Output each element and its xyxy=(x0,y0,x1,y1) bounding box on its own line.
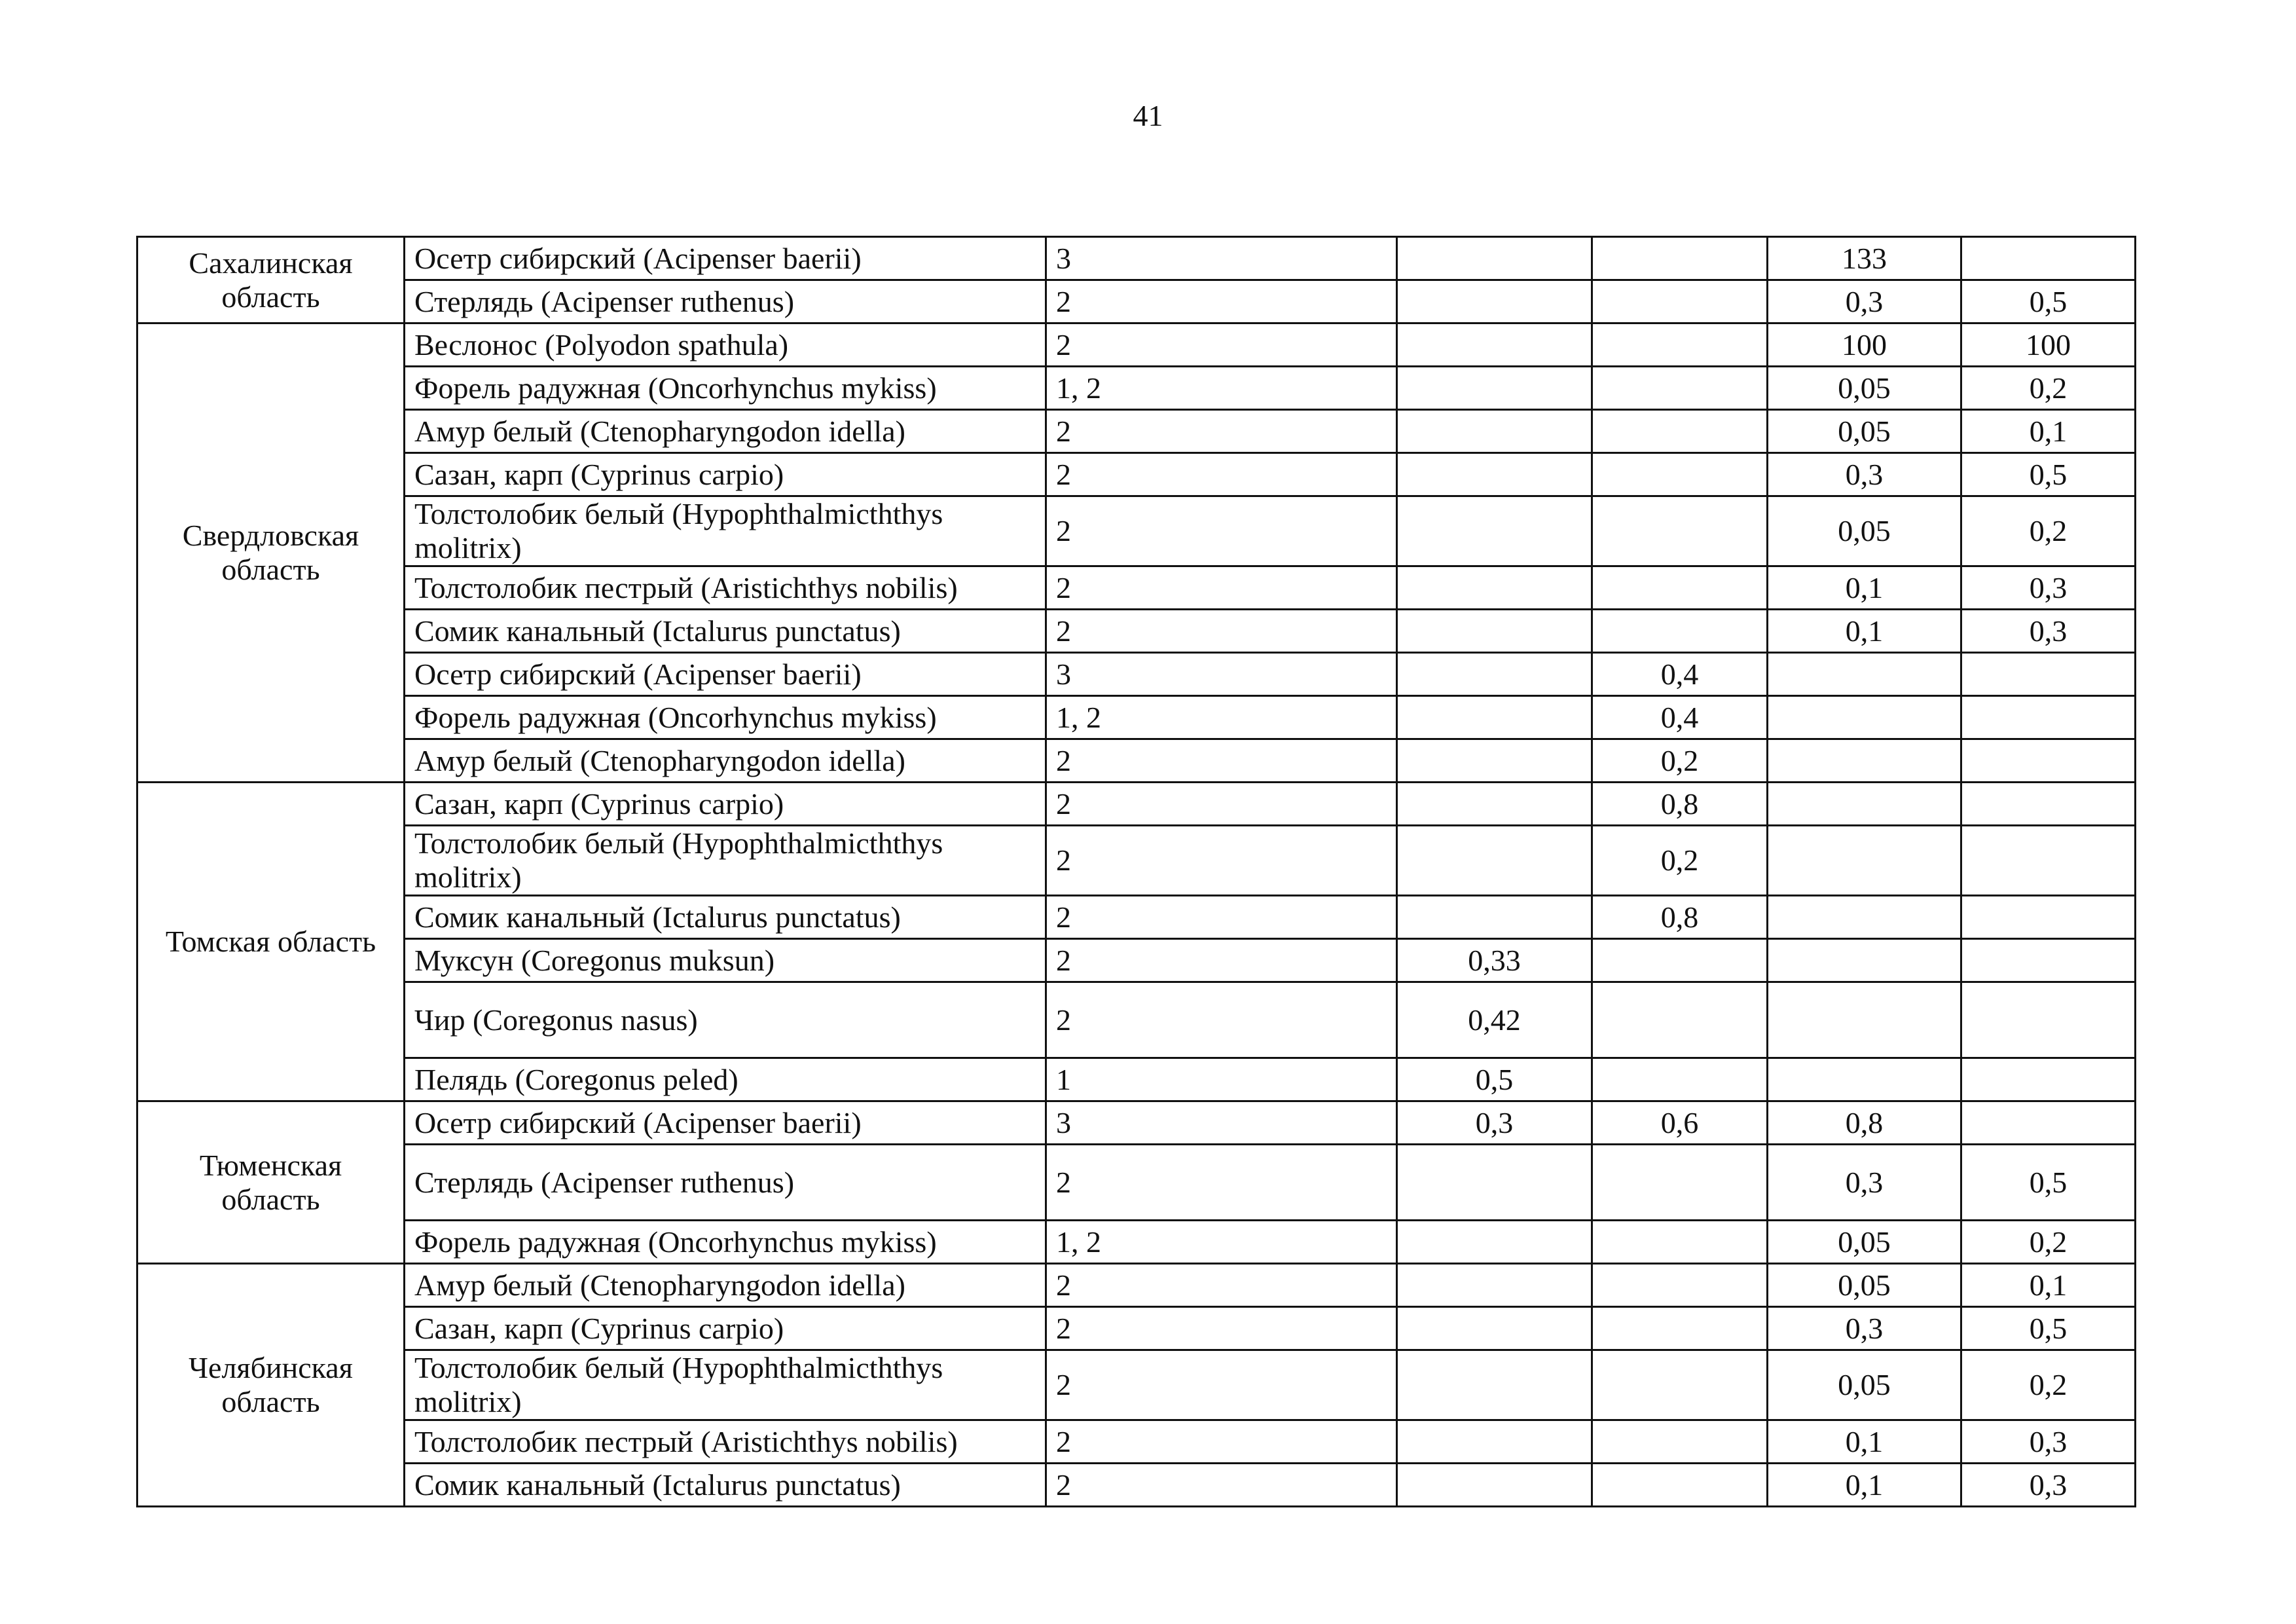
table-row xyxy=(137,367,2136,410)
code-cell: 1, 2 xyxy=(1046,696,1397,739)
value-col3-cell xyxy=(1397,696,1592,739)
value-col4-cell xyxy=(1592,982,1768,1058)
code-cell: 2 xyxy=(1046,982,1397,1058)
table-row xyxy=(137,826,2136,896)
value-col5-cell: 0,1 xyxy=(1768,566,1961,610)
value-col5-cell xyxy=(1768,1058,1961,1101)
code-cell: 2 xyxy=(1046,280,1397,323)
value-col6-cell xyxy=(1961,653,2136,696)
species-cell: Осетр сибирский (Acipenser baerii) xyxy=(405,653,1046,696)
table-row xyxy=(137,610,2136,653)
value-col4-cell xyxy=(1592,1464,1768,1507)
value-col6-cell: 0,5 xyxy=(1961,280,2136,323)
value-col4-cell: 0,2 xyxy=(1592,826,1768,896)
value-col3-cell xyxy=(1397,566,1592,610)
value-col6-cell xyxy=(1961,237,2136,280)
region-cell: Свердловская область xyxy=(137,323,405,783)
value-col5-cell: 0,1 xyxy=(1768,610,1961,653)
value-col6-cell: 0,3 xyxy=(1961,610,2136,653)
species-cell: Сазан, карп (Cyprinus carpio) xyxy=(405,453,1046,496)
code-cell: 2 xyxy=(1046,826,1397,896)
value-col3-cell xyxy=(1397,367,1592,410)
value-col5-cell xyxy=(1768,826,1961,896)
value-col6-cell: 0,5 xyxy=(1961,1145,2136,1221)
code-cell: 2 xyxy=(1046,1307,1397,1350)
table-row xyxy=(137,496,2136,566)
code-cell: 2 xyxy=(1046,610,1397,653)
table-row xyxy=(137,653,2136,696)
value-col3-cell: 0,5 xyxy=(1397,1058,1592,1101)
value-col6-cell: 0,2 xyxy=(1961,1350,2136,1420)
code-cell: 1, 2 xyxy=(1046,367,1397,410)
value-col6-cell: 0,1 xyxy=(1961,1264,2136,1307)
table-row xyxy=(137,566,2136,610)
value-col5-cell xyxy=(1768,982,1961,1058)
species-cell: Осетр сибирский (Acipenser baerii) xyxy=(405,237,1046,280)
table-row xyxy=(137,1058,2136,1101)
value-col4-cell xyxy=(1592,453,1768,496)
value-col6-cell xyxy=(1961,1058,2136,1101)
value-col3-cell xyxy=(1397,496,1592,566)
code-cell: 2 xyxy=(1046,1464,1397,1507)
value-col5-cell xyxy=(1768,739,1961,783)
fish-stocking-table xyxy=(136,236,2136,1507)
value-col5-cell: 0,05 xyxy=(1768,1221,1961,1264)
value-col4-cell xyxy=(1592,1307,1768,1350)
value-col5-cell xyxy=(1768,939,1961,982)
value-col4-cell xyxy=(1592,237,1768,280)
species-cell: Стерлядь (Acipenser ruthenus) xyxy=(405,280,1046,323)
value-col4-cell xyxy=(1592,367,1768,410)
species-cell: Сомик канальный (Ictalurus punctatus) xyxy=(405,1464,1046,1507)
code-cell: 2 xyxy=(1046,783,1397,826)
value-col4-cell: 0,4 xyxy=(1592,696,1768,739)
value-col6-cell: 0,2 xyxy=(1961,367,2136,410)
table-row xyxy=(137,1350,2136,1420)
value-col4-cell xyxy=(1592,1058,1768,1101)
value-col6-cell: 0,3 xyxy=(1961,1464,2136,1507)
code-cell: 2 xyxy=(1046,739,1397,783)
value-col4-cell xyxy=(1592,1264,1768,1307)
species-cell: Сомик канальный (Ictalurus punctatus) xyxy=(405,896,1046,939)
value-col4-cell xyxy=(1592,1420,1768,1464)
value-col3-cell xyxy=(1397,237,1592,280)
code-cell: 3 xyxy=(1046,653,1397,696)
value-col6-cell: 0,1 xyxy=(1961,410,2136,453)
table-row xyxy=(137,410,2136,453)
value-col3-cell xyxy=(1397,826,1592,896)
value-col3-cell: 0,33 xyxy=(1397,939,1592,982)
code-cell: 3 xyxy=(1046,237,1397,280)
table-row xyxy=(137,783,2136,826)
value-col4-cell xyxy=(1592,610,1768,653)
value-col3-cell xyxy=(1397,1264,1592,1307)
species-cell: Сазан, карп (Cyprinus carpio) xyxy=(405,783,1046,826)
page-number: 41 xyxy=(1133,99,1163,132)
value-col3-cell xyxy=(1397,1350,1592,1420)
value-col4-cell: 0,8 xyxy=(1592,896,1768,939)
value-col3-cell xyxy=(1397,1145,1592,1221)
region-cell: Челябинская область xyxy=(137,1264,405,1507)
species-cell: Веслонос (Polyodon spathula) xyxy=(405,323,1046,367)
value-col4-cell xyxy=(1592,566,1768,610)
species-cell: Толстолобик белый (Hypophthalmicththys molitrix) xyxy=(405,826,1046,896)
species-cell: Амур белый (Ctenopharyngodon idella) xyxy=(405,1264,1046,1307)
value-col4-cell: 0,8 xyxy=(1592,783,1768,826)
species-cell: Толстолобик белый (Hypophthalmicththys molitrix) xyxy=(405,496,1046,566)
value-col3-cell xyxy=(1397,896,1592,939)
value-col4-cell: 0,6 xyxy=(1592,1101,1768,1145)
table-row xyxy=(137,1145,2136,1221)
value-col3-cell xyxy=(1397,1221,1592,1264)
table-row xyxy=(137,896,2136,939)
code-cell: 2 xyxy=(1046,410,1397,453)
species-cell: Сомик канальный (Ictalurus punctatus) xyxy=(405,610,1046,653)
value-col5-cell: 0,1 xyxy=(1768,1420,1961,1464)
code-cell: 2 xyxy=(1046,1420,1397,1464)
table-row xyxy=(137,939,2136,982)
table-row xyxy=(137,982,2136,1058)
value-col5-cell: 0,3 xyxy=(1768,280,1961,323)
value-col4-cell xyxy=(1592,323,1768,367)
value-col5-cell: 0,05 xyxy=(1768,1264,1961,1307)
species-cell: Муксун (Coregonus muksun) xyxy=(405,939,1046,982)
table-row xyxy=(137,323,2136,367)
code-cell: 2 xyxy=(1046,1145,1397,1221)
value-col6-cell xyxy=(1961,826,2136,896)
value-col6-cell: 100 xyxy=(1961,323,2136,367)
table-body xyxy=(137,237,2136,1507)
value-col5-cell: 100 xyxy=(1768,323,1961,367)
value-col4-cell xyxy=(1592,1145,1768,1221)
species-cell: Стерлядь (Acipenser ruthenus) xyxy=(405,1145,1046,1221)
species-cell: Осетр сибирский (Acipenser baerii) xyxy=(405,1101,1046,1145)
species-cell: Форель радужная (Oncorhynchus mykiss) xyxy=(405,367,1046,410)
value-col5-cell: 0,3 xyxy=(1768,453,1961,496)
value-col3-cell xyxy=(1397,323,1592,367)
species-cell: Толстолобик пестрый (Aristichthys nobilis) xyxy=(405,566,1046,610)
species-cell: Сазан, карп (Cyprinus carpio) xyxy=(405,1307,1046,1350)
species-cell: Толстолобик пестрый (Aristichthys nobilis) xyxy=(405,1420,1046,1464)
value-col3-cell xyxy=(1397,653,1592,696)
value-col5-cell: 0,05 xyxy=(1768,367,1961,410)
value-col4-cell xyxy=(1592,1221,1768,1264)
table-row xyxy=(137,1420,2136,1464)
code-cell: 2 xyxy=(1046,323,1397,367)
value-col5-cell: 0,3 xyxy=(1768,1307,1961,1350)
value-col4-cell xyxy=(1592,939,1768,982)
table-row xyxy=(137,1264,2136,1307)
value-col4-cell xyxy=(1592,496,1768,566)
code-cell: 2 xyxy=(1046,496,1397,566)
value-col5-cell: 0,3 xyxy=(1768,1145,1961,1221)
species-cell: Амур белый (Ctenopharyngodon idella) xyxy=(405,739,1046,783)
table-row xyxy=(137,1307,2136,1350)
region-cell: Тюменская область xyxy=(137,1101,405,1264)
table-row xyxy=(137,453,2136,496)
value-col6-cell xyxy=(1961,1101,2136,1145)
code-cell: 1 xyxy=(1046,1058,1397,1101)
region-cell: Сахалинская область xyxy=(137,237,405,323)
table-row xyxy=(137,1221,2136,1264)
value-col6-cell xyxy=(1961,896,2136,939)
table-row xyxy=(137,696,2136,739)
table-row xyxy=(137,739,2136,783)
value-col6-cell xyxy=(1961,939,2136,982)
code-cell: 2 xyxy=(1046,453,1397,496)
species-cell: Чир (Coregonus nasus) xyxy=(405,982,1046,1058)
value-col3-cell xyxy=(1397,453,1592,496)
value-col5-cell: 0,1 xyxy=(1768,1464,1961,1507)
code-cell: 2 xyxy=(1046,1350,1397,1420)
code-cell: 2 xyxy=(1046,1264,1397,1307)
code-cell: 1, 2 xyxy=(1046,1221,1397,1264)
value-col3-cell: 0,3 xyxy=(1397,1101,1592,1145)
species-cell: Амур белый (Ctenopharyngodon idella) xyxy=(405,410,1046,453)
value-col4-cell xyxy=(1592,1350,1768,1420)
value-col6-cell xyxy=(1961,696,2136,739)
value-col5-cell: 0,05 xyxy=(1768,410,1961,453)
value-col3-cell xyxy=(1397,610,1592,653)
value-col4-cell: 0,4 xyxy=(1592,653,1768,696)
species-cell: Форель радужная (Oncorhynchus mykiss) xyxy=(405,1221,1046,1264)
value-col4-cell xyxy=(1592,410,1768,453)
value-col5-cell: 0,05 xyxy=(1768,1350,1961,1420)
species-cell: Пелядь (Coregonus peled) xyxy=(405,1058,1046,1101)
species-cell: Толстолобик белый (Hypophthalmicththys molitrix) xyxy=(405,1350,1046,1420)
value-col3-cell xyxy=(1397,783,1592,826)
value-col3-cell xyxy=(1397,1307,1592,1350)
table-row xyxy=(137,1464,2136,1507)
value-col6-cell xyxy=(1961,739,2136,783)
species-cell: Форель радужная (Oncorhynchus mykiss) xyxy=(405,696,1046,739)
value-col4-cell: 0,2 xyxy=(1592,739,1768,783)
value-col5-cell xyxy=(1768,783,1961,826)
value-col5-cell xyxy=(1768,896,1961,939)
value-col3-cell xyxy=(1397,739,1592,783)
value-col3-cell xyxy=(1397,410,1592,453)
code-cell: 3 xyxy=(1046,1101,1397,1145)
value-col5-cell: 133 xyxy=(1768,237,1961,280)
table-row xyxy=(137,280,2136,323)
value-col5-cell xyxy=(1768,696,1961,739)
table-row xyxy=(137,1101,2136,1145)
value-col5-cell xyxy=(1768,653,1961,696)
value-col6-cell: 0,2 xyxy=(1961,1221,2136,1264)
value-col3-cell xyxy=(1397,1420,1592,1464)
code-cell: 2 xyxy=(1046,566,1397,610)
value-col6-cell: 0,3 xyxy=(1961,566,2136,610)
value-col5-cell: 0,8 xyxy=(1768,1101,1961,1145)
value-col6-cell xyxy=(1961,783,2136,826)
region-cell: Томская область xyxy=(137,783,405,1101)
value-col6-cell: 0,3 xyxy=(1961,1420,2136,1464)
table-row xyxy=(137,237,2136,280)
value-col3-cell: 0,42 xyxy=(1397,982,1592,1058)
code-cell: 2 xyxy=(1046,939,1397,982)
value-col5-cell: 0,05 xyxy=(1768,496,1961,566)
value-col3-cell xyxy=(1397,1464,1592,1507)
value-col3-cell xyxy=(1397,280,1592,323)
value-col4-cell xyxy=(1592,280,1768,323)
value-col6-cell: 0,2 xyxy=(1961,496,2136,566)
code-cell: 2 xyxy=(1046,896,1397,939)
value-col6-cell: 0,5 xyxy=(1961,1307,2136,1350)
value-col6-cell xyxy=(1961,982,2136,1058)
value-col6-cell: 0,5 xyxy=(1961,453,2136,496)
